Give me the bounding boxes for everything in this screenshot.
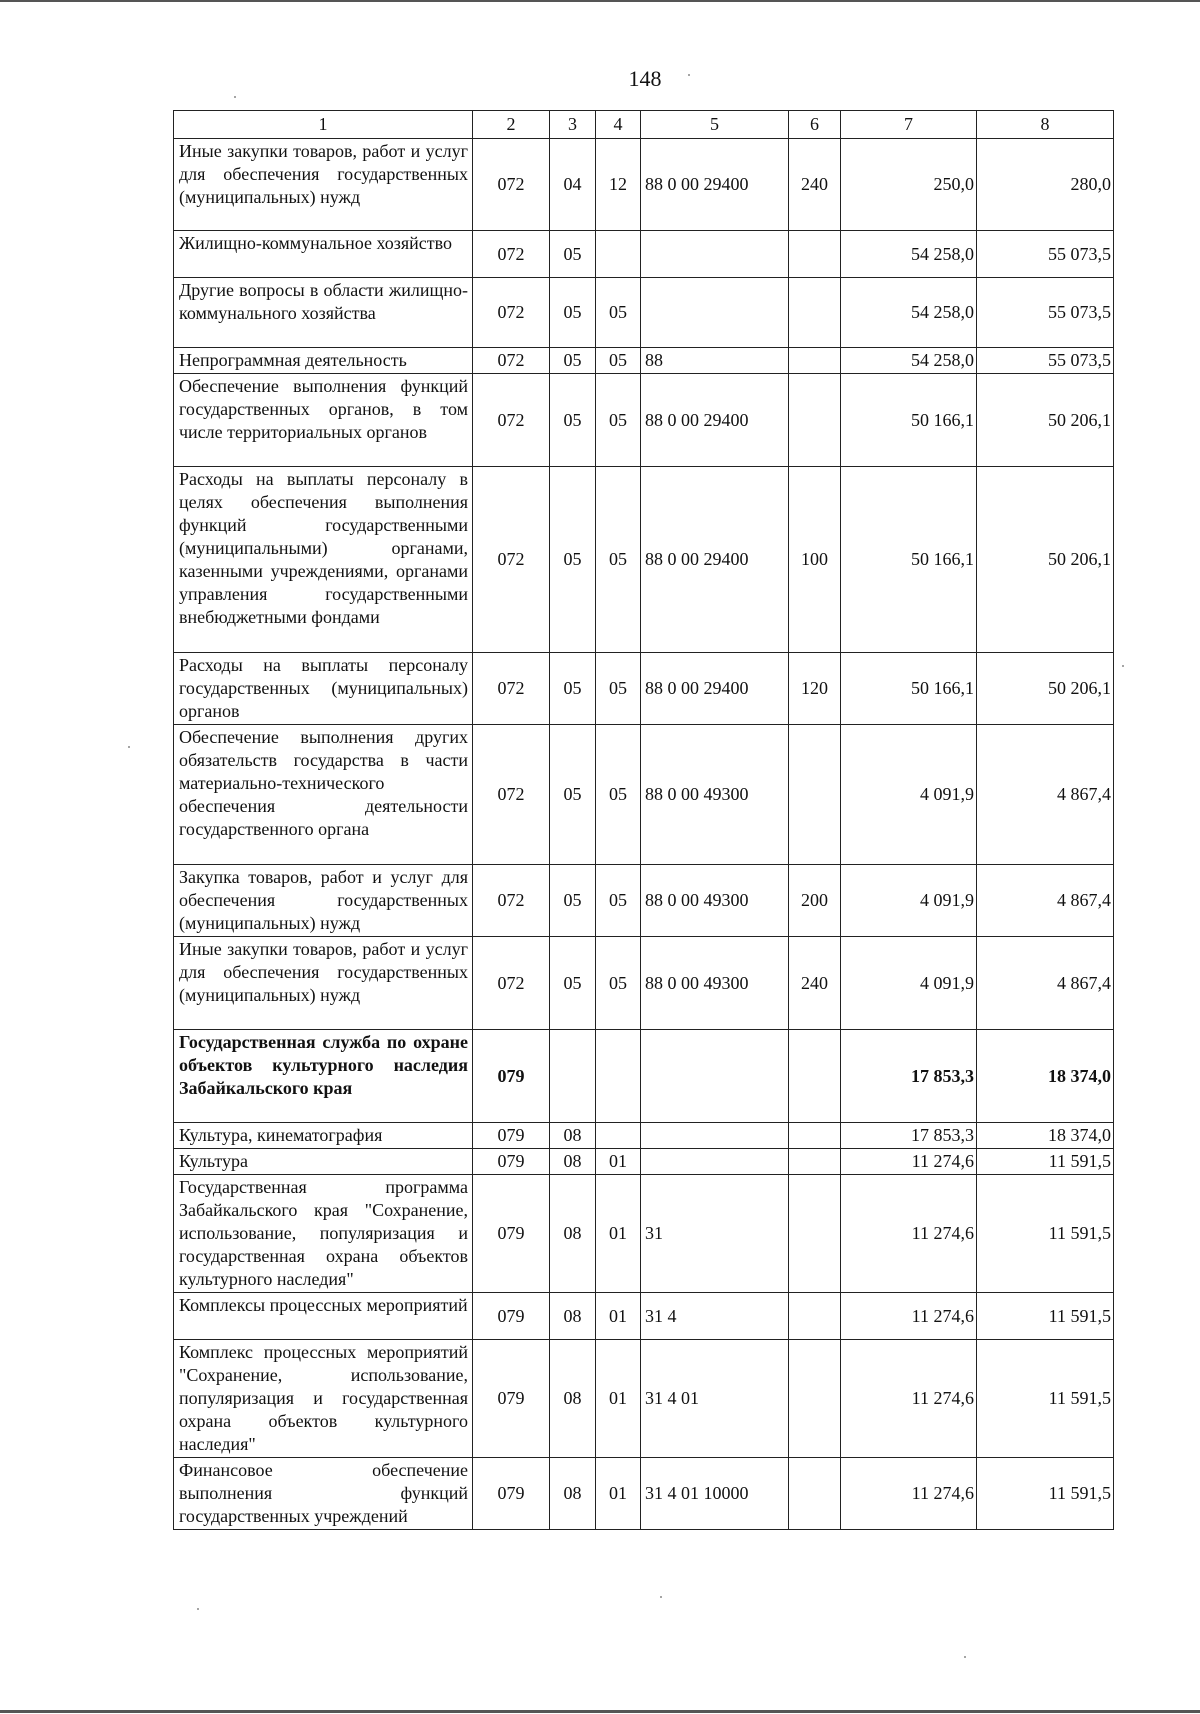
- row-target-article-cell: 88 0 00 29400: [641, 374, 789, 467]
- row-ministry-code-cell: 072: [473, 231, 550, 278]
- column-header: 3: [550, 111, 596, 139]
- row-section-cell: 08: [550, 1340, 596, 1458]
- row-target-article-cell: 31: [641, 1175, 789, 1293]
- row-amount-col7-cell: 11 274,6: [841, 1458, 977, 1530]
- row-name-cell: Расходы на выплаты персоналу государственных (муниципальных) органов: [174, 653, 473, 725]
- row-amount-col7-cell: 50 166,1: [841, 374, 977, 467]
- row-amount-col8-cell: 4 867,4: [977, 937, 1114, 1030]
- table-row: [174, 1458, 1114, 1530]
- row-ministry-code-cell: 079: [473, 1340, 550, 1458]
- row-amount-col8-cell: 55 073,5: [977, 231, 1114, 278]
- scan-edge-top: [0, 0, 1200, 2]
- row-amount-col7-cell: 50 166,1: [841, 653, 977, 725]
- row-name-cell: Финансовое обеспечение выполнения функций государственных учреждений: [174, 1458, 473, 1530]
- row-expense-type-cell: [789, 1175, 841, 1293]
- row-target-article-cell: [641, 1149, 789, 1175]
- row-amount-col8-cell: 11 591,5: [977, 1149, 1114, 1175]
- row-expense-type-cell: 100: [789, 467, 841, 653]
- row-subsection-cell: 05: [596, 374, 641, 467]
- row-amount-col7-cell: 250,0: [841, 139, 977, 231]
- column-header: 6: [789, 111, 841, 139]
- row-amount-col7-cell: 17 853,3: [841, 1030, 977, 1123]
- row-expense-type-cell: [789, 278, 841, 348]
- row-ministry-code-cell: 079: [473, 1175, 550, 1293]
- row-expense-type-cell: [789, 348, 841, 374]
- column-header: 7: [841, 111, 977, 139]
- row-amount-col8-cell: 11 591,5: [977, 1458, 1114, 1530]
- row-section-cell: 08: [550, 1458, 596, 1530]
- table-row: [174, 1123, 1114, 1149]
- row-subsection-cell: 05: [596, 865, 641, 937]
- row-subsection-cell: [596, 231, 641, 278]
- row-subsection-cell: 05: [596, 348, 641, 374]
- row-section-cell: 05: [550, 653, 596, 725]
- row-name-cell: Закупка товаров, работ и услуг для обеспечения государственных (муниципальных) нужд: [174, 865, 473, 937]
- row-ministry-code-cell: 072: [473, 374, 550, 467]
- scan-speck: [197, 1608, 199, 1610]
- row-expense-type-cell: [789, 1340, 841, 1458]
- row-amount-col8-cell: 4 867,4: [977, 725, 1114, 865]
- row-ministry-code-cell: 072: [473, 937, 550, 1030]
- row-amount-col8-cell: 11 591,5: [977, 1175, 1114, 1293]
- row-target-article-cell: [641, 278, 789, 348]
- row-ministry-code-cell: 072: [473, 348, 550, 374]
- row-amount-col8-cell: 50 206,1: [977, 653, 1114, 725]
- row-section-cell: 05: [550, 348, 596, 374]
- row-expense-type-cell: [789, 1030, 841, 1123]
- column-header: 2: [473, 111, 550, 139]
- row-section-cell: 05: [550, 725, 596, 865]
- row-section-cell: 05: [550, 937, 596, 1030]
- row-section-cell: [550, 1030, 596, 1123]
- row-amount-col8-cell: 18 374,0: [977, 1030, 1114, 1123]
- row-ministry-code-cell: 072: [473, 725, 550, 865]
- row-target-article-cell: 88 0 00 29400: [641, 467, 789, 653]
- table-row: [174, 725, 1114, 865]
- row-amount-col7-cell: 54 258,0: [841, 348, 977, 374]
- page-number: 148: [628, 66, 662, 91]
- row-amount-col7-cell: 50 166,1: [841, 467, 977, 653]
- row-expense-type-cell: [789, 374, 841, 467]
- row-amount-col8-cell: 18 374,0: [977, 1123, 1114, 1149]
- row-amount-col7-cell: 4 091,9: [841, 937, 977, 1030]
- row-name-cell: Другие вопросы в области жилищно-коммунального хозяйства: [174, 278, 473, 348]
- row-name-cell: Культура: [174, 1149, 473, 1175]
- row-name-cell: Иные закупки товаров, работ и услуг для обеспечения государственных (муниципальных) нужд: [174, 139, 473, 231]
- scan-speck: [660, 1596, 662, 1598]
- row-subsection-cell: 05: [596, 937, 641, 1030]
- row-ministry-code-cell: 072: [473, 278, 550, 348]
- row-target-article-cell: 88 0 00 49300: [641, 725, 789, 865]
- row-ministry-code-cell: 079: [473, 1458, 550, 1530]
- row-target-article-cell: 88 0 00 49300: [641, 937, 789, 1030]
- row-amount-col8-cell: 55 073,5: [977, 348, 1114, 374]
- row-section-cell: 08: [550, 1175, 596, 1293]
- row-expense-type-cell: [789, 1123, 841, 1149]
- scan-speck: [1122, 665, 1124, 667]
- table-row: [174, 467, 1114, 653]
- row-target-article-cell: [641, 1123, 789, 1149]
- row-expense-type-cell: 240: [789, 139, 841, 231]
- row-ministry-code-cell: 079: [473, 1123, 550, 1149]
- row-expense-type-cell: 200: [789, 865, 841, 937]
- row-expense-type-cell: 240: [789, 937, 841, 1030]
- row-amount-col7-cell: 11 274,6: [841, 1149, 977, 1175]
- table-row: [174, 653, 1114, 725]
- table-row: [174, 374, 1114, 467]
- row-target-article-cell: 31 4 01: [641, 1340, 789, 1458]
- table-row: [174, 865, 1114, 937]
- row-ministry-code-cell: 072: [473, 653, 550, 725]
- row-ministry-code-cell: 072: [473, 139, 550, 231]
- row-expense-type-cell: 120: [789, 653, 841, 725]
- row-amount-col8-cell: 11 591,5: [977, 1293, 1114, 1340]
- row-expense-type-cell: [789, 1458, 841, 1530]
- row-ministry-code-cell: 079: [473, 1149, 550, 1175]
- row-amount-col7-cell: 54 258,0: [841, 278, 977, 348]
- table-row: [174, 139, 1114, 231]
- row-section-cell: 08: [550, 1149, 596, 1175]
- row-amount-col7-cell: 4 091,9: [841, 725, 977, 865]
- row-section-cell: 08: [550, 1293, 596, 1340]
- row-target-article-cell: 31 4 01 10000: [641, 1458, 789, 1530]
- row-subsection-cell: 05: [596, 653, 641, 725]
- row-subsection-cell: 05: [596, 467, 641, 653]
- table-row: [174, 348, 1114, 374]
- row-subsection-cell: [596, 1123, 641, 1149]
- row-subsection-cell: 01: [596, 1175, 641, 1293]
- scan-speck: [128, 746, 130, 748]
- row-target-article-cell: 88 0 00 49300: [641, 865, 789, 937]
- row-section-cell: 05: [550, 231, 596, 278]
- table-row: [174, 231, 1114, 278]
- column-header: 5: [641, 111, 789, 139]
- row-target-article-cell: [641, 231, 789, 278]
- row-subsection-cell: 01: [596, 1149, 641, 1175]
- row-name-cell: Государственная служба по охране объектов культурного наследия Забайкальского края: [174, 1030, 473, 1123]
- scan-speck: [234, 96, 236, 98]
- row-amount-col8-cell: 280,0: [977, 139, 1114, 231]
- row-subsection-cell: 05: [596, 278, 641, 348]
- budget-table: [173, 110, 1114, 1530]
- row-amount-col8-cell: 50 206,1: [977, 467, 1114, 653]
- row-amount-col7-cell: 11 274,6: [841, 1293, 977, 1340]
- row-ministry-code-cell: 079: [473, 1293, 550, 1340]
- table-row: [174, 1149, 1114, 1175]
- row-section-cell: 04: [550, 139, 596, 231]
- row-name-cell: Иные закупки товаров, работ и услуг для обеспечения государственных (муниципальных) нужд: [174, 937, 473, 1030]
- row-name-cell: Обеспечение выполнения функций государственных органов, в том числе территориальных органов: [174, 374, 473, 467]
- row-amount-col7-cell: 17 853,3: [841, 1123, 977, 1149]
- scan-speck: [964, 1656, 966, 1658]
- row-section-cell: 05: [550, 467, 596, 653]
- row-target-article-cell: 31 4: [641, 1293, 789, 1340]
- row-subsection-cell: [596, 1030, 641, 1123]
- column-header: 8: [977, 111, 1114, 139]
- row-target-article-cell: 88: [641, 348, 789, 374]
- table-body: [174, 111, 1114, 1530]
- table-row: [174, 1293, 1114, 1340]
- row-expense-type-cell: [789, 1293, 841, 1340]
- row-ministry-code-cell: 072: [473, 467, 550, 653]
- row-target-article-cell: 88 0 00 29400: [641, 139, 789, 231]
- row-name-cell: Непрограммная деятельность: [174, 348, 473, 374]
- row-amount-col8-cell: 4 867,4: [977, 865, 1114, 937]
- row-amount-col7-cell: 4 091,9: [841, 865, 977, 937]
- row-expense-type-cell: [789, 231, 841, 278]
- column-header: 1: [174, 111, 473, 139]
- row-name-cell: Жилищно-коммунальное хозяйство: [174, 231, 473, 278]
- row-section-cell: 05: [550, 865, 596, 937]
- row-amount-col8-cell: 50 206,1: [977, 374, 1114, 467]
- row-name-cell: Комплекс процессных мероприятий "Сохранение, использование, популяризация и государственная охрана объектов культурного наследия": [174, 1340, 473, 1458]
- row-subsection-cell: 01: [596, 1458, 641, 1530]
- row-target-article-cell: [641, 1030, 789, 1123]
- table-row: [174, 1030, 1114, 1123]
- row-name-cell: Расходы на выплаты персоналу в целях обеспечения выполнения функций государственными (муниципальными) органами, казенными учреждениями, органами управления государственными внебюджетными фондами: [174, 467, 473, 653]
- row-subsection-cell: 01: [596, 1340, 641, 1458]
- row-ministry-code-cell: 079: [473, 1030, 550, 1123]
- row-amount-col8-cell: 11 591,5: [977, 1340, 1114, 1458]
- row-section-cell: 08: [550, 1123, 596, 1149]
- row-amount-col7-cell: 54 258,0: [841, 231, 977, 278]
- row-ministry-code-cell: 072: [473, 865, 550, 937]
- table-header-row: [174, 111, 1114, 139]
- row-name-cell: Обеспечение выполнения других обязательств государства в части материально-технического обеспечения деятельности государственного органа: [174, 725, 473, 865]
- row-amount-col7-cell: 11 274,6: [841, 1340, 977, 1458]
- row-subsection-cell: 12: [596, 139, 641, 231]
- table-row: [174, 937, 1114, 1030]
- table-row: [174, 1340, 1114, 1458]
- row-amount-col7-cell: 11 274,6: [841, 1175, 977, 1293]
- row-amount-col8-cell: 55 073,5: [977, 278, 1114, 348]
- row-section-cell: 05: [550, 374, 596, 467]
- row-name-cell: Государственная программа Забайкальского края "Сохранение, использование, популяризация и государственная охрана объектов культурного наследия": [174, 1175, 473, 1293]
- row-expense-type-cell: [789, 725, 841, 865]
- table-row: [174, 1175, 1114, 1293]
- row-target-article-cell: 88 0 00 29400: [641, 653, 789, 725]
- row-name-cell: Комплексы процессных мероприятий: [174, 1293, 473, 1340]
- scan-edge-bottom: [0, 1710, 1200, 1713]
- table-row: [174, 278, 1114, 348]
- row-subsection-cell: 05: [596, 725, 641, 865]
- row-subsection-cell: 01: [596, 1293, 641, 1340]
- row-section-cell: 05: [550, 278, 596, 348]
- row-name-cell: Культура, кинематография: [174, 1123, 473, 1149]
- column-header: 4: [596, 111, 641, 139]
- row-expense-type-cell: [789, 1149, 841, 1175]
